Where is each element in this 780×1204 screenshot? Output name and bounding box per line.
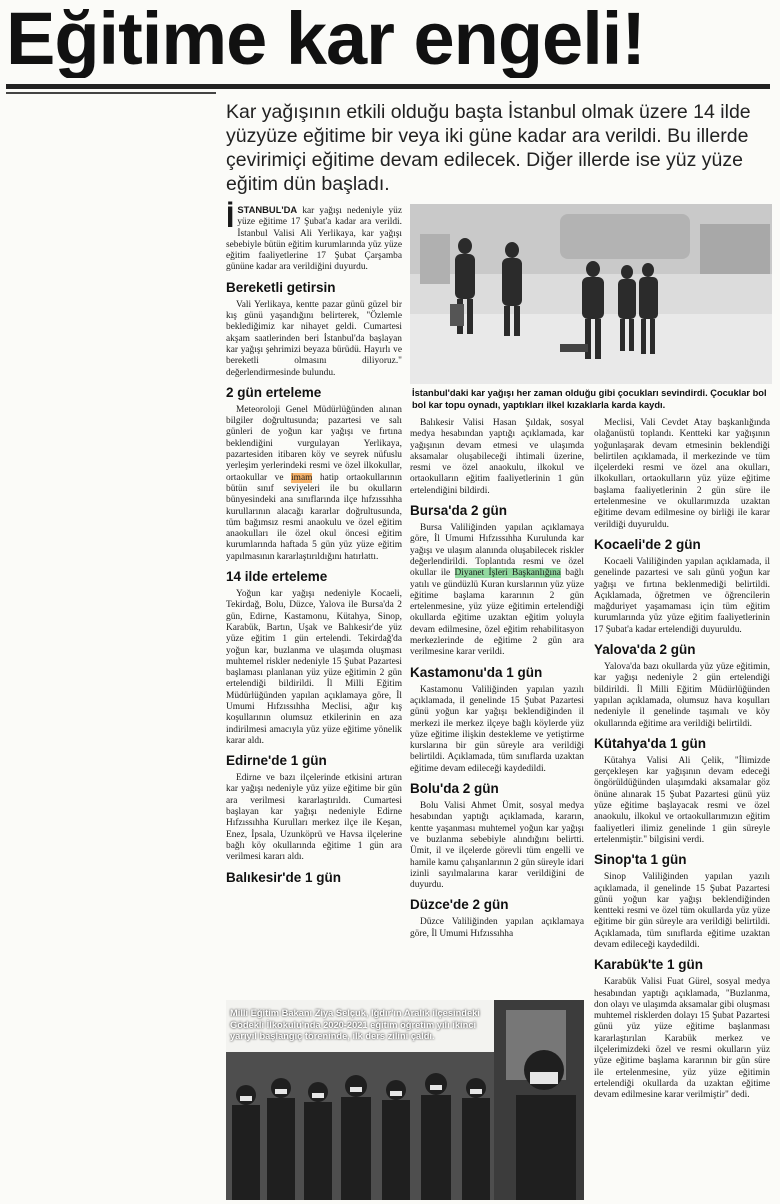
subhead-karabuk: Karabük'te 1 gün: [594, 957, 703, 973]
paragraph: Karabük Valisi Fuat Gürel, sosyal medya hesabından yaptığı açıklamada, "Buzlanma, don olayı ve ulaşımda aksamalar gibi oluşması muhtemel risklerden dolayı 15 Şubat Pazartesi günü yüz yüze eğitime başlanması kararlaştırılan Karabük merkez ve ilçelerimizdeki özel ve resmi okulların yüz yüze eğitime başlama kararının bir gün süre ile ertelenmesine, yüz yüze eğitimin ertelendiği okullarda da uzaktan eğitime devam edilmesine karar verilmiştir" dedi.: [594, 977, 770, 1101]
paragraph: [410, 523, 584, 659]
ceremony-caption-overlay: Milli Eğitim Bakanı Ziya Selçuk, Iğdır'ın Aralık ilçesindeki Gödekli İlkokulu'nda 2020-2021 eğitim öğretim yılı ikinci yarıyıl başlangıç töreninde, ilk ders zilini çaldı.: [230, 1008, 480, 1041]
paragraph: Meclisi, Vali Cevdet Atay başkanlığında olağanüstü toplandı. Kentteki kar yağışının yoğunlaşarak devam etmesinin beklendiği belirtilen açıklamada, il merkezinde ve tüm ilçelerdeki resmi ve özel ana okulları, ilkokulları, ortaokulların yüz yüze eğitime başlama faaliyetlerinin 2 gün süre ile ertelenmesine ve okullarımızda uzaktan eğitime devam edilmesine oy birliği ile karar verildiği duyuruldu.: [594, 418, 770, 530]
text-span: Bursa Valiliğinden yapılan açıklamaya göre, İl Umumi Hıfzıssıhha Kurulunda kar yağışı ve ulaşım alanında oluşabilecek riskler değerlendirildi. Toplantıda resmi ve özel okullar ile: [410, 523, 584, 579]
text-span: bağlı yatılı ve gündüzlü Kuran kurslarının yüz yüze eğitime başlama kararının 2 gün ertelenmesine, yüz yüze eğitimin ertelendiği okullarda eğitime uzaktan eğitim yoluyla devam edilmesine, özel eğitim rehabilitasyon merkezlerinde de eğitime 2 gün ara verilmesine karar verildi.: [410, 568, 584, 658]
headline-rule: [6, 84, 770, 89]
headline: Eğitime kar engeli!: [6, 0, 645, 78]
subhead-bereketli: Bereketli getirsin: [226, 279, 336, 295]
paragraph: Edirne ve bazı ilçelerinde etkisini artıran kar yağışı nedeniyle yüz yüze eğitime bir gün ara verilmesi kararlaştırıldı. Cumartesi başlayan kar yağışı nedeniyle Edirne Hıfzıssıhha Kurulları merkez ilçe ile Keşan, Enez, İpsala, Uzunköprü ve Havsa ilçelerine bağlı köy okullarında eğitime 1 gün ara verilmesi kararı aldı.: [226, 773, 402, 863]
subhead-bolu: Bolu'da 2 gün: [410, 781, 499, 797]
subhead-balikesir: Balıkesir'de 1 gün: [226, 869, 342, 885]
paragraph: Kocaeli Valiliğinden yapılan açıklamada, il genelinde pazartesi ve salı günü yoğun kar yağışı ve fırtına beklenmediği belirtildi. Açıklamada, öğretmen ve öğrencilerin mağduriyet yaşamaması için tüm eğitim kurumlarında yüz yüze eğitim faaliyetlerinin 17 Şubat'a kadar ertelendiği duyuruldu.: [594, 556, 770, 635]
subhead-kutahya: Kütahya'da 1 gün: [594, 735, 706, 751]
subhead-kastamonu: Kastamonu'da 1 gün: [410, 664, 543, 680]
paragraph: Vali Yerlikaya, kentte pazar günü güzel bir kış günü yaşandığını belirterek, "Özlemle beklediğimiz kar nihayet geldi. Cumartesi akşam saatlerinden beri İstanbul'da başlayan kar yağışı şehrimizi beyaza bürüdü. Hayırlı ve bereketli olmasını diliyoruz." değerlendirmesinde bulundu.: [226, 299, 402, 378]
dropcap: İ: [226, 201, 235, 234]
snow-photo-image: [410, 204, 772, 384]
highlight-diyanet: Diyanet İşleri Başkanlığına: [454, 568, 561, 579]
deck: Kar yağışının etkili olduğu başta İstanbul olmak üzere 14 ilde yüzyüze eğitime bir veya iki güne kadar ara verildi. Bu illerde çevirimiçi eğitime devam edilecek. Diğer illerde ise yüz yüze eğitim dün başladı.: [226, 101, 751, 195]
lead-text: STANBUL'DA: [237, 204, 298, 215]
paragraph: Yoğun kar yağışı nedeniyle Kocaeli, Tekirdağ, Bolu, Düzce, Yalova ile Bursa'da 2 gün, Edirne, Kastamonu, Kütahya, Sinop, Karabük, Bartın, Uşak ve Balıkesir'de yüz yüze eğitim 1 gün ertelendi. Tekirdağ'da yoğun kar, buzlanma ve ulaşımda oluşması muhtemel riskler nedeniyle 15 Şubat Pazartesi başlaması planlanan yüz yüze eğitimin 2 gün ertelendiği bildirildi. İl Milli Eğitim Müdürlüğünden yapılan açıklamaya göre, İl Umumi Hıfzıssıhha Meclisi, ağır kış koşullarının olumsuz etkilerinin en aza indirilmesi amacıyla yüz yüze eğitime yönelik karar aldı.: [226, 589, 402, 746]
paragraph: Balıkesir Valisi Hasan Şıldak, sosyal medya hesabından yaptığı açıklamada, kar yağışının devam etmesi ve ulaşımda aksamalar oluşabileceği ihtimali üzerine, resmi ve özel anaokulu, ilkokul ve ortaokulların eğitim faaliyetlerinin 1 gün ertelendiğini bildirdi.: [410, 418, 584, 496]
snow-photo: [410, 204, 772, 384]
subhead-bursa: Bursa'da 2 gün: [410, 503, 507, 519]
subhead-duzce: Düzce'de 2 gün: [410, 897, 509, 913]
paragraph: Kastamonu Valiliğinden yapılan yazılı açıklamada, il genelinde 15 Şubat Pazartesi günü yoğun kar yağışı beklendiğinden il merkezi ile merkez ilçeye bağlı köylerde yüz yüze eğitime ilişkin destekleme ve yetiştirme kurslarına bir gün süreyle ara verildiği belirtildi. Açıklamada, tüm sınıflarda uzaktan eğitime devam edileceği kaydedildi.: [410, 684, 584, 774]
column-1: [226, 201, 402, 890]
column-2: [410, 418, 584, 940]
column-3: [594, 418, 770, 1102]
subhead-14-ilde: 14 ilde erteleme: [226, 569, 328, 585]
paragraph: Sinop Valiliğinden yapılan yazılı açıklamada, il genelinde 15 Şubat Pazartesi günü yoğun kar yağışı beklendiğinden kentteki resmi ve özel tüm okullarda yüz yüze eğitime bir gün süreyle ara verildiği belirtildi. Açıklamada, tüm sınıflarda eğitime uzaktan devam edileceği kaydedildi.: [594, 872, 770, 950]
text-span: hatip ortaokullarının bütün sınıf seviyeleri ile bu okulların bünyesindeki ana sınıflarında ilçe hıfzıssıhha kurullarının alacağı kararlar doğrultusunda, tüm bağımsız resmi anaokulu ve özel eğitim anaokulları ile özel okul öncesi eğitim kurumlarında haftada 5 gün yüz yüze eğitim yapılmasının kararlaştırıldığını hatırlattı.: [226, 472, 402, 562]
subhead-2-gun: 2 gün erteleme: [226, 384, 322, 400]
paragraph: Kütahya Valisi Ali Çelik, "İlimizde gerçekleşen kar yağışının devam edeceği öngörüldüğünden ulaşımdaki aksamalar göz önüne alınarak 15 Şubat Pazartesi günü yüz yüze eğitime başlayacak resmi ve özel anaokulu, ilkokul ve ortaokullarımızın eğitim faaliyetleri ilimiz genelinde 1 gün süreyle ertelenmiştir." bilgisini verdi.: [594, 755, 770, 845]
subhead-yalova: Yalova'da 2 gün: [594, 642, 696, 658]
text-span: Meteoroloji Genel Müdürlüğünden alınan bilgiler doğrultusunda; pazartesi ve salı günleri de yoğun kar yağışı ve fırtına beklendiğini vurgulayan Yerlikaya, pazartesiden itibaren köy ve seyrek nüfuslu yerleşim yerlerindeki resmi ve özel ilkokullar, ortaokullar ve: [226, 404, 402, 483]
snow-photo-caption: İstanbul'daki kar yağışı her zaman olduğu gibi çocukları sevindirdi. Çocuklar bol bol kar topu oynadı, yaptıkları ilkel kızaklarla karda kaydı.: [412, 388, 767, 410]
paragraph: Bolu Valisi Ahmet Ümit, sosyal medya hesabından yaptığı açıklamada, kararın, kentte yaşanması muhtemel yoğun kar yağışı ve buzlanma sebebiyle alındığını belirtti. Ümit, il ve ilçelerde görevli tüm engelli ve hamile kamu çalışanlarının 2 gün süreyle idari izinli sayılmalarına karar verildiğini de duyurdu.: [410, 801, 584, 891]
paragraph: Yalova'da bazı okullarda yüz yüze eğitimin, kar yağışı nedeniyle 2 gün ertelendiği bildirildi. İl Milli Eğitim Müdürlüğünden yapılan açıklamada, olumsuz hava koşulları nedeniyle il genelinde taşımalı ve köy okullarında eğitime ara verildiği belirtildi.: [594, 662, 770, 729]
paragraph: [226, 405, 402, 563]
subhead-edirne: Edirne'de 1 gün: [226, 753, 327, 769]
intro-text: kar yağışı nedeniyle yüz yüze eğitime 17 Şubat'a kadar ara verildi. İstanbul Valisi Ali Yerlikaya, kar yağışı sebebiyle bütün eğitim kurumlarında yüz yüze eğitim faaliyetlerine 17 Şubat Çarşamba gününe kadar ara verildiğini duyurdu.: [226, 206, 402, 273]
subhead-sinop: Sinop'ta 1 gün: [594, 852, 687, 868]
highlight-imam: imam: [291, 472, 313, 483]
subhead-kocaeli: Kocaeli'de 2 gün: [594, 536, 701, 552]
paragraph: Düzce Valiliğinden yapılan açıklamaya göre, İl Umumi Hıfzıssıhha: [410, 917, 584, 939]
deck-rule: [6, 92, 216, 94]
